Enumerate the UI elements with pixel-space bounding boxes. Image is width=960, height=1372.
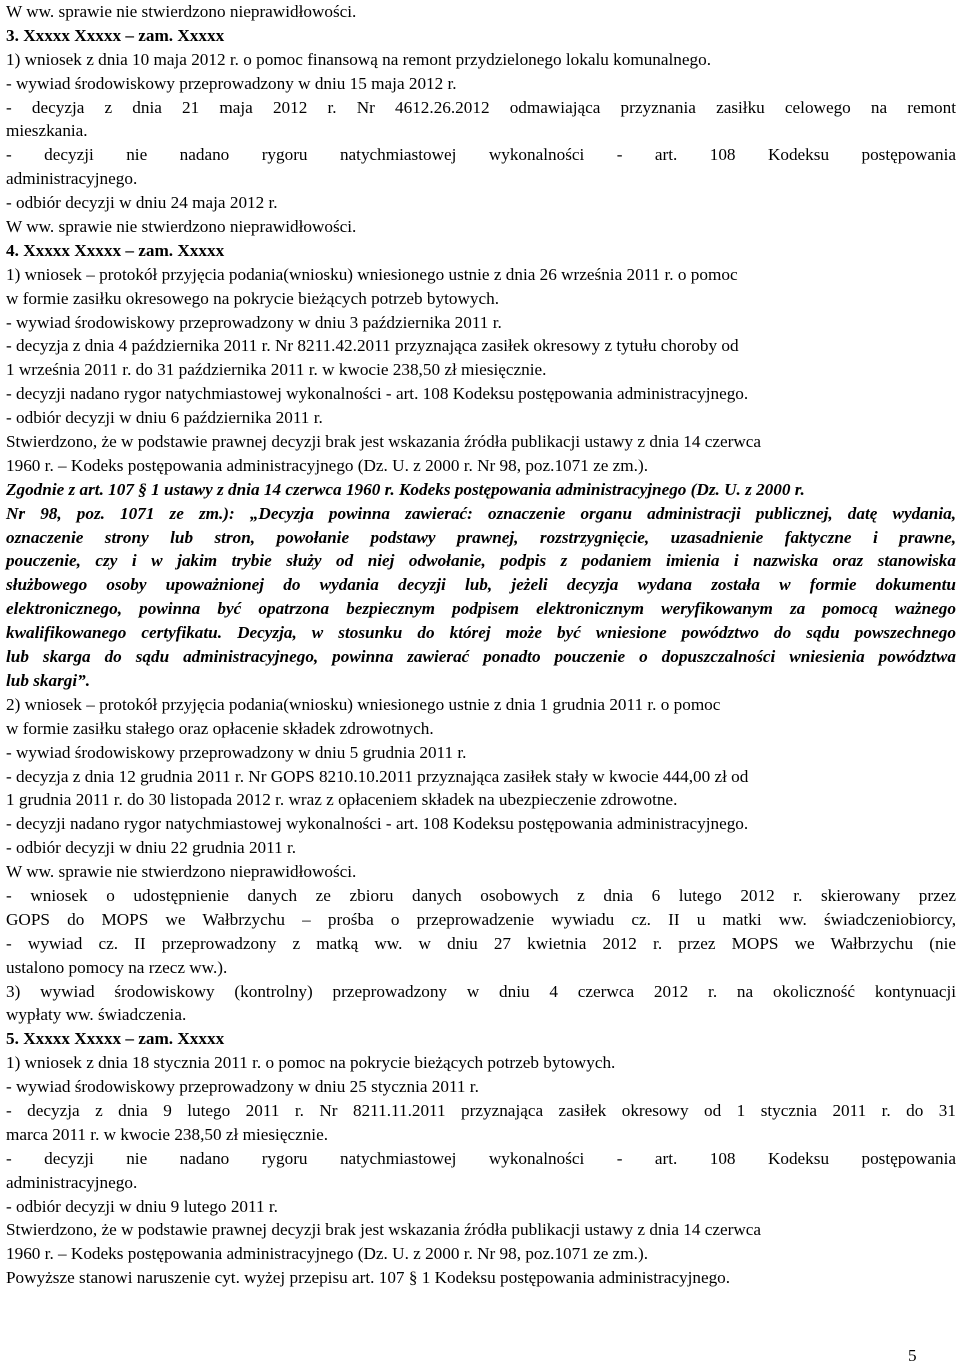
text-line: oznaczenie strony lub stron, powołanie podstawy prawnej, rozstrzygnięcie, uzasadnienie faktyczne i prawne, — [6, 527, 956, 547]
text-line: - wywiad środowiskowy przeprowadzony w dniu 25 stycznia 2011 r. — [6, 1077, 479, 1097]
text-line: 1) wniosek z dnia 18 stycznia 2011 r. o pomoc na pokrycie bieżących potrzeb bytowych. — [6, 1053, 616, 1073]
text-line: 2) wniosek – protokół przyjęcia podania(wniosku) wniesionego ustnie z dnia 1 grudnia 2011 r. o pomoc — [6, 694, 721, 714]
text-line: 1) wniosek – protokół przyjęcia podania(wniosku) wniesionego ustnie z dnia 26 września 2011 r. o pomoc — [6, 264, 738, 284]
text-line: Nr 98, poz. 1071 ze zm.): „Decyzja powinna zawierać: oznaczenie organu administracji publicznej, datę wydania, — [6, 503, 956, 523]
text-line: Zgodnie z art. 107 § 1 ustawy z dnia 14 czerwca 1960 r. Kodeks postępowania administracyjnego (Dz. U. z 2000 r. — [6, 479, 805, 499]
text-line: lub skarga do sądu administracyjnego, powinna zawierać ponadto pouczenie o dopuszczalności wniesienia powództwa — [6, 647, 956, 667]
text-line: - wywiad cz. II przeprowadzony z matką ww. w dniu 27 kwietnia 2012 r. przez MOPS we Wałbrzychu (nie — [6, 933, 956, 953]
section-heading: 5. Xxxxx Xxxxx – zam. Xxxxx — [6, 1029, 225, 1049]
text-line: lub skargi”. — [6, 670, 91, 690]
section-heading: 4. Xxxxx Xxxxx – zam. Xxxxx — [6, 240, 225, 260]
text-line: ustalono pomocy na rzecz ww.). — [6, 957, 228, 977]
text-line: - decyzji nie nadano rygoru natychmiastowej wykonalności - art. 108 Kodeksu postępowania — [6, 1148, 956, 1168]
text-line: 1) wniosek z dnia 10 maja 2012 r. o pomoc finansową na remont przydzielonego lokalu komunalnego. — [6, 49, 711, 69]
text-line: w formie zasiłku stałego oraz opłacenie składek zdrowotnych. — [6, 718, 434, 738]
text-line: - odbiór decyzji w dniu 24 maja 2012 r. — [6, 193, 278, 213]
text-line: Stwierdzono, że w podstawie prawnej decyzji brak jest wskazania źródła publikacji ustawy z dnia 14 czerwca — [6, 1220, 762, 1240]
text-line: - decyzja z dnia 12 grudnia 2011 r. Nr GOPS 8210.10.2011 przyznająca zasiłek stały w kwocie 444,00 zł od — [6, 766, 749, 786]
text-line: elektronicznego, powinna być opatrzona bezpiecznym podpisem elektronicznym weryfikowanym za pomocą ważnego — [6, 599, 956, 619]
text-line: - decyzja z dnia 21 maja 2012 r. Nr 4612.26.2012 odmawiająca przyznania zasiłku celowego na remont — [6, 97, 956, 117]
text-line: kwalifikowanego certyfikatu. Decyzja, w stosunku do której może być wniesione powództwo do sądu powszechnego — [6, 623, 956, 643]
text-line: Stwierdzono, że w podstawie prawnej decyzji brak jest wskazania źródła publikacji ustawy z dnia 14 czerwca — [6, 432, 762, 452]
text-line: administracyjnego. — [6, 169, 138, 189]
text-line: - wniosek o udostępnienie danych ze zbioru danych osobowych z dnia 6 lutego 2012 r. skierowany przez — [6, 885, 956, 905]
text-line: 1960 r. – Kodeks postępowania administracyjnego (Dz. U. z 2000 r. Nr 98, poz.1071 ze zm.). — [6, 455, 648, 475]
text-line: administracyjnego. — [6, 1172, 138, 1192]
text-line: mieszkania. — [6, 121, 88, 141]
text-line: - wywiad środowiskowy przeprowadzony w dniu 15 maja 2012 r. — [6, 73, 457, 93]
text-line: W ww. sprawie nie stwierdzono nieprawidłowości. — [6, 217, 357, 237]
text-line: marca 2011 r. w kwocie 238,50 zł miesięcznie. — [6, 1124, 328, 1144]
text-line: - odbiór decyzji w dniu 9 lutego 2011 r. — [6, 1196, 278, 1216]
text-line: służbowego osoby upoważnionej do wydania decyzji lub, jeżeli decyzja wydana została w formie dokumentu — [6, 575, 956, 595]
text-line: 3) wywiad środowiskowy (kontrolny) przeprowadzony w dniu 4 czerwca 2012 r. na okoliczność kontynuacji — [6, 981, 956, 1001]
text-line: - odbiór decyzji w dniu 6 października 2011 r. — [6, 408, 323, 428]
document-body — [6, 0, 956, 1290]
text-line: GOPS do MOPS we Wałbrzychu – prośba o przeprowadzenie wywiadu cz. II u matki ww. świadczeniobiorcy, — [6, 909, 956, 929]
text-line: wypłaty ww. świadczenia. — [6, 1005, 187, 1025]
text-line: - odbiór decyzji w dniu 22 grudnia 2011 r. — [6, 838, 297, 858]
text-line: W ww. sprawie nie stwierdzono nieprawidłowości. — [6, 862, 357, 882]
text-line: - decyzja z dnia 9 lutego 2011 r. Nr 8211.11.2011 przyznająca zasiłek okresowy od 1 stycznia 2011 r. do 31 — [6, 1100, 956, 1120]
text-line: Powyższe stanowi naruszenie cyt. wyżej przepisu art. 107 § 1 Kodeksu postępowania administracyjnego. — [6, 1268, 731, 1288]
text-line: 1 grudnia 2011 r. do 30 listopada 2012 r. wraz z opłaceniem składek na ubezpieczenie zdrowotne. — [6, 790, 678, 810]
text-line: w formie zasiłku okresowego na pokrycie bieżących potrzeb bytowych. — [6, 288, 500, 308]
page-number: 5 — [908, 1346, 917, 1365]
text-line: pouczenie, czy i w jakim trybie służy od niej odwołanie, podpis z podaniem imienia i nazwiska oraz stanowiska — [6, 551, 956, 571]
text-line: - wywiad środowiskowy przeprowadzony w dniu 5 grudnia 2011 r. — [6, 742, 467, 762]
text-line: 1960 r. – Kodeks postępowania administracyjnego (Dz. U. z 2000 r. Nr 98, poz.1071 ze zm.). — [6, 1244, 648, 1264]
text-line: - decyzji nie nadano rygoru natychmiastowej wykonalności - art. 108 Kodeksu postępowania — [6, 145, 956, 165]
text-line: W ww. sprawie nie stwierdzono nieprawidłowości. — [6, 2, 357, 21]
text-line: - decyzja z dnia 4 października 2011 r. Nr 8211.42.2011 przyznająca zasiłek okresowy z tytułu choroby od — [6, 336, 739, 356]
text-line: - wywiad środowiskowy przeprowadzony w dniu 3 października 2011 r. — [6, 312, 502, 332]
text-line: 1 września 2011 r. do 31 października 2011 r. w kwocie 238,50 zł miesięcznie. — [6, 360, 547, 380]
text-line: - decyzji nadano rygor natychmiastowej wykonalności - art. 108 Kodeksu postępowania administracyjnego. — [6, 384, 749, 404]
section-heading: 3. Xxxxx Xxxxx – zam. Xxxxx — [6, 25, 225, 45]
text-line: - decyzji nadano rygor natychmiastowej wykonalności - art. 108 Kodeksu postępowania administracyjnego. — [6, 814, 749, 834]
